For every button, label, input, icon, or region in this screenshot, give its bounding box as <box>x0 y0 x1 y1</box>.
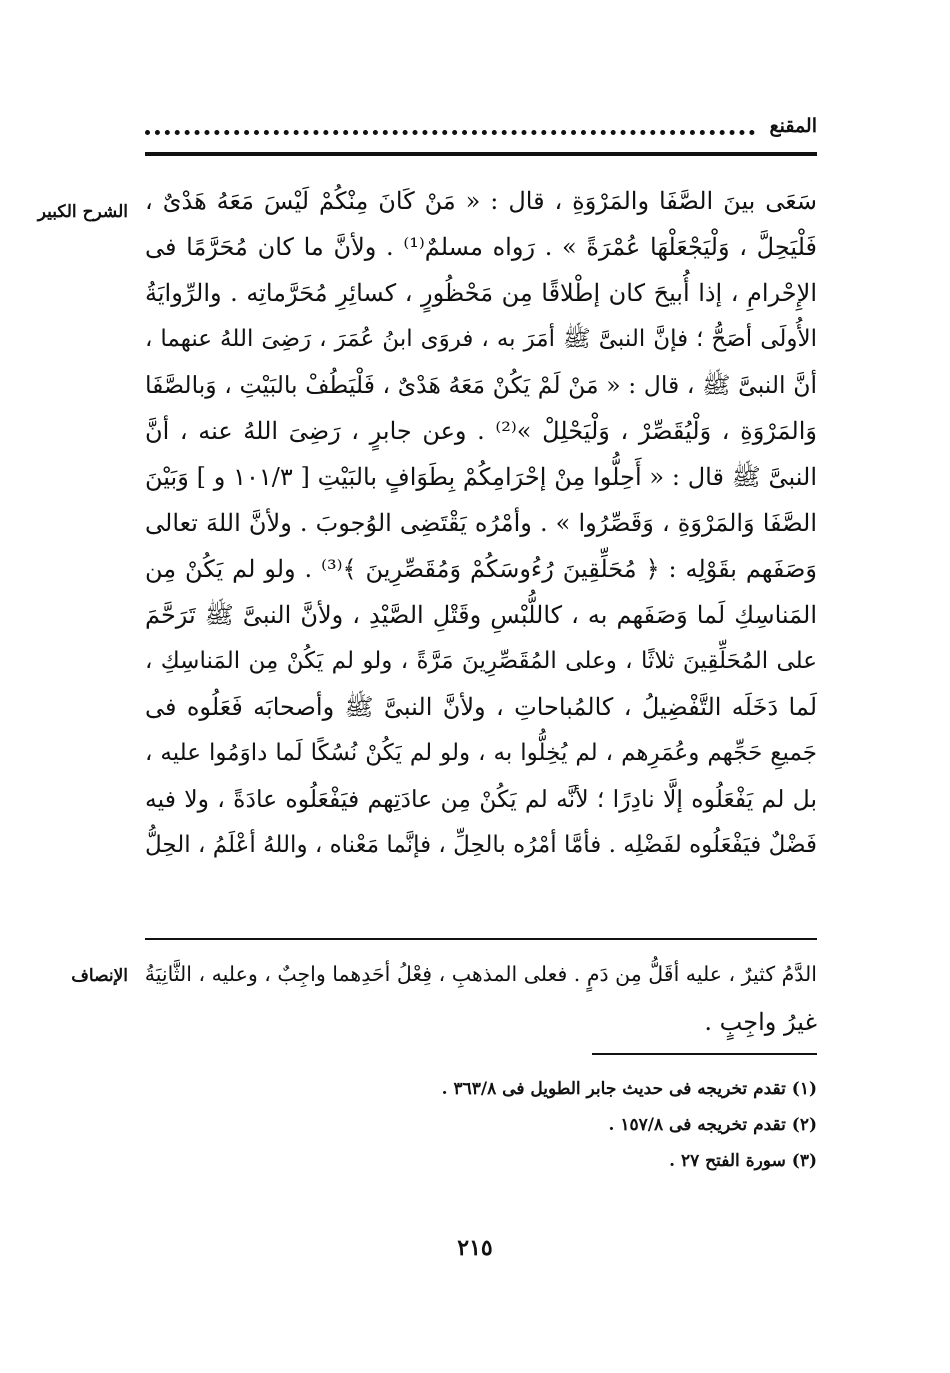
main-commentary-text <box>145 178 817 868</box>
text-line: أنَّ النبىَّ ﷺ ، قال : « مَنْ لَمْ يَكُنْ مَعَهُ هَدْىٌ ، فَلْيَطُفْ بالبَيْتِ ، وَبالصَّفَا <box>145 371 817 399</box>
text-line: الدَّمُ كثيرٌ ، عليه أقَلُّ مِن دَمٍ . فعلى المذهبِ ، فِعْلُ أحَدِهما واجِبٌ ، وعليه ، الثَّانِيَةُ <box>144 962 817 986</box>
section-divider <box>145 938 817 940</box>
text-line: الإِحْرامِ ، إذا أُبيحَ كان إطْلاقًا مِن مَحْظُورٍ ، كسائِرِ مُحَرَّماتِه . والرِّوايَةُ <box>145 279 817 307</box>
text-line: المَناسِكِ لَما وَصَفَهم به ، كاللُّبْسِ وقَتْلِ الصَّيْدِ ، ولأنَّ النبىَّ ﷺ تَرَحَّمَ <box>145 601 817 629</box>
text-line: بل لم يَفْعَلُوه إلَّا نادِرًا ؛ لأنَّه لم يَكُنْ مِن عادَتِهم فيَفْعَلُوه عادَةً ، ولا فيه <box>145 785 817 813</box>
footnote: (١) تقدم تخريجه فى حديث جابر الطويل فى ٣٦٣/٨ . <box>441 1079 817 1099</box>
running-header-title: المقنع <box>769 115 817 137</box>
text-line: غيرُ واجِبٍ . <box>704 1008 817 1036</box>
margin-label-sharh: الشرح الكبير <box>37 202 128 222</box>
header-rule <box>145 152 817 156</box>
insaf-text <box>145 950 817 1046</box>
text-line: وَصَفَهم بقَوْلِه : ﴿ مُحَلِّقِينَ رُءُوسَكُمْ وَمُقَصِّرِينَ ﴾⁽³⁾ . ولو لم يَكُنْ مِن <box>145 555 817 583</box>
running-header <box>145 112 815 146</box>
text-line: فَضْلٌ فيَفْعَلُوه لفَضْلِه . فأمَّا أمْرُه بالحِلِّ ، فإنَّما مَعْناه ، واللهُ أعْلَمُ ، الحِلُّ <box>145 832 817 858</box>
text-line: سَعَى بينَ الصَّفَا والمَرْوَةِ ، قال : « مَنْ كَانَ مِنْكُمْ لَيْسَ مَعَهُ هَدْىٌ ، <box>145 187 817 215</box>
text-line: جَميعِ حَجِّهم وعُمَرِهم ، لم يُخِلُّوا به ، ولو لم يَكُنْ نُسُكًا لَما داوَمُوا عليه ، <box>145 740 817 766</box>
text-line: النبىَّ ﷺ قال : « أَحِلُّوا مِنْ إحْرَامِكُمْ بِطَوَافٍ بالبَيْتِ [ ١٠١/٣ و ] وَبَيْنَ <box>145 463 817 491</box>
text-line: فَلْيَحِلَّ ، وَلْيَجْعَلْهَا عُمْرَةً » . رَواه مسلمٌ⁽¹⁾ . ولأنَّ ما كان مُحَرَّمًا فى <box>145 233 817 261</box>
text-line: على المُحَلِّقِينَ ثلاثًا ، وعلى المُقَصِّرِينَ مَرَّةً ، ولو لم يَكُنْ مِن المَناسِكِ ، <box>145 648 817 674</box>
text-line: الصَّفَا وَالمَرْوَةِ ، وَقَصِّرُوا » . وأمْرُه يَقْتَضِى الوُجوبَ . ولأنَّ اللهَ تعالى <box>145 509 817 537</box>
text-line: لَما دَخَلَه التَّفْضِيلُ ، كالمُباحاتِ ، ولأنَّ النبىَّ ﷺ وأصحابَه فَعَلُوه فى <box>145 693 817 721</box>
header-dotted-leader <box>145 130 755 135</box>
margin-label-insaf: الإنصاف <box>71 966 128 986</box>
text-line: وَالمَرْوَةِ ، وَلْيُقَصِّرْ ، وَلْيَحْلِلْ »⁽²⁾ . وعن جابرٍ ، رَضِىَ اللهُ عنه ، أنَّ <box>145 417 817 445</box>
footnote-divider <box>592 1053 817 1055</box>
footnote: (٢) تقدم تخريجه فى ١٥٧/٨ . <box>608 1115 817 1135</box>
page-number: ٢١٥ <box>457 1235 493 1261</box>
text-line: الأُولَى أصَحُّ ؛ فإنَّ النبىَّ ﷺ أمَرَ به ، فروَى ابنُ عُمَرَ ، رَضِىَ اللهُ عنهما ، <box>145 326 817 352</box>
footnote: (٣) سورة الفتح ٢٧ . <box>669 1151 817 1171</box>
